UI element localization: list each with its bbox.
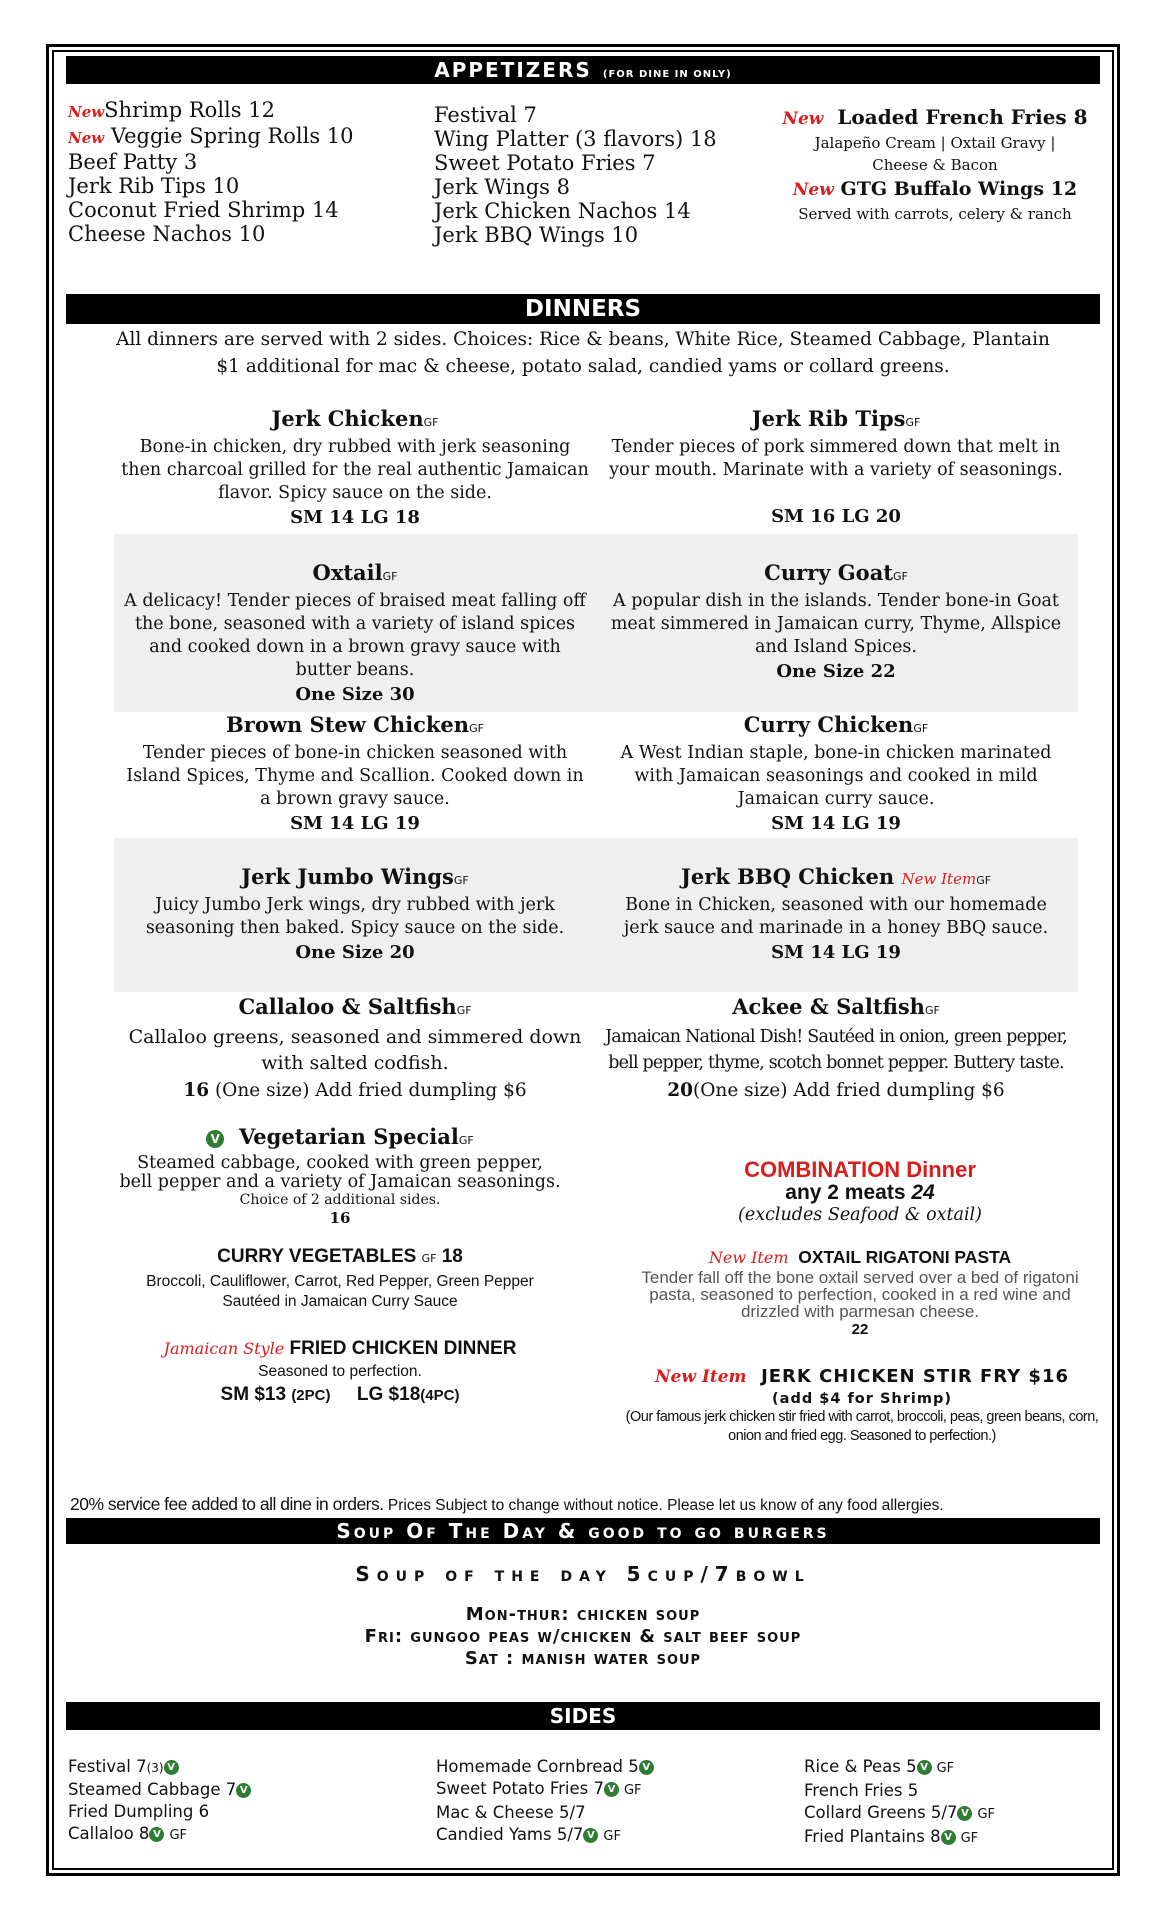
sides-column-3: [804, 1756, 995, 1850]
dish-description: Broccoli, Cauliflower, Carrot, Red Pepper, Green Pepper: [146, 1273, 534, 1290]
appetizer-item: Jerk Wings 8: [434, 175, 570, 199]
appetizer-desc: Cheese & Bacon: [872, 156, 998, 174]
dish-price: SM 14 LG 18: [290, 507, 420, 528]
style-badge: Jamaican Style: [163, 1339, 285, 1358]
dinners-intro: [66, 326, 1100, 380]
side-item: [804, 1780, 995, 1802]
vegetarian-icon: V: [149, 1827, 164, 1842]
dish-name: Callaloo & Saltfish: [238, 994, 457, 1019]
side-label: French Fries 5: [804, 1781, 919, 1800]
dish-name: Jerk BBQ Chicken: [680, 864, 895, 889]
appetizers-header-bar: [66, 56, 1100, 84]
gf-label: GF: [623, 1783, 642, 1798]
dish-name-row: [600, 994, 1072, 1024]
dish-name-row: [80, 1124, 600, 1154]
sides-column-2: [436, 1756, 654, 1848]
dinner-item-oxtail: [120, 560, 590, 708]
dish-name-row: [120, 560, 590, 590]
appetizers-column-2: [434, 103, 717, 247]
combination-meats: any 2 meats: [785, 1181, 906, 1204]
dish-price: SM 16 LG 20: [771, 506, 901, 527]
soup-header: Soup Of The Day & good to go burgers: [336, 1519, 830, 1543]
dish-name: Ackee & Saltfish: [732, 994, 925, 1019]
appetizer-desc: Jalapeño Cream | Oxtail Gravy |: [814, 134, 1056, 152]
dish-description: A popular dish in the islands. Tender bone-in Goat meat simmered in Jamaican curry, Thyme, Allspice and Island Spices.: [610, 591, 1062, 657]
dish-description: A delicacy! Tender pieces of braised meat falling off the bone, seasoned with a variety of island spices and cooked down in a brown gravy sauce with butter beans.: [124, 591, 586, 680]
appetizer-item: Jerk Rib Tips 10: [68, 174, 240, 198]
dish-name: OXTAIL RIGATONI PASTA: [798, 1247, 1012, 1267]
dish-name: Jerk Jumbo Wings: [241, 864, 454, 889]
side-label: Callaloo 8: [68, 1824, 150, 1843]
dish-price: 18: [441, 1246, 463, 1267]
appetizer-item: Festival 7: [434, 103, 537, 127]
dinner-item-brown-stew-chicken: [120, 712, 590, 837]
gf-label: GF: [960, 1831, 979, 1846]
dish-name-row: [616, 1364, 1108, 1390]
vegetarian-icon: V: [639, 1760, 654, 1775]
new-badge: New: [68, 129, 105, 147]
appetizer-label: Veggie Spring Rolls 10: [110, 124, 354, 148]
gf-label: GF: [977, 1807, 996, 1822]
side-item: [436, 1824, 654, 1848]
dish-description: Sautéed in Jamaican Curry Sauce: [222, 1293, 458, 1310]
dinner-item-jerk-rib-tips: [606, 406, 1066, 530]
appetizers-column-3: [780, 104, 1090, 225]
side-item: [68, 1801, 251, 1823]
dish-name-row: [80, 1336, 600, 1362]
dish-price: SM 14 LG 19: [771, 942, 901, 963]
dinner-item-fried-chicken: [80, 1336, 600, 1409]
service-disclaimer: Prices Subject to change without notice. Please let us know of any food allergies.: [383, 1497, 944, 1514]
dish-price: 16: [183, 1080, 210, 1101]
vegetarian-icon: V: [236, 1783, 251, 1798]
dish-name-row: [606, 560, 1066, 590]
sides-header-bar: [66, 1702, 1100, 1730]
gf-label: GF: [924, 1004, 940, 1017]
dish-description: Bone-in chicken, dry rubbed with jerk seasoning then charcoal grilled for the real authentic Jamaican flavor. Spicy sauce on the side.: [121, 437, 589, 503]
gf-label: GF: [382, 570, 398, 583]
dish-name: CURRY VEGETABLES: [217, 1246, 417, 1267]
vegetarian-icon: V: [206, 1130, 224, 1148]
dinner-item-jerk-jumbo-wings: [120, 864, 590, 966]
soup-line: [66, 1648, 1100, 1670]
appetizer-item: Jerk BBQ Wings 10: [434, 223, 639, 247]
gf-label: GF: [603, 1829, 621, 1844]
dish-price: One Size 20: [295, 942, 415, 963]
dish-price-note: (One size) Add fried dumpling $6: [693, 1080, 1005, 1101]
appetizer-item: [68, 98, 354, 124]
sides-title: SIDES: [549, 1704, 617, 1728]
gf-label: GF: [893, 570, 908, 583]
soup-name: manish water soup: [514, 1648, 702, 1669]
dish-price-small: SM $13: [220, 1384, 287, 1405]
vegetarian-icon: V: [164, 1760, 179, 1775]
dish-description: Bone in Chicken, seasoned with our homemade jerk sauce and marinade in a honey BBQ sauce.: [623, 895, 1049, 938]
side-item: [804, 1826, 995, 1850]
gf-label: GF: [905, 416, 921, 429]
dinner-item-curry-vegetables: [80, 1244, 600, 1312]
dinner-item-curry-chicken: [606, 712, 1066, 837]
dish-name: Vegetarian Special: [238, 1124, 459, 1149]
dish-description: Tender pieces of pork simmered down that melt in your mouth. Marinate with a variety of seasonings.: [609, 437, 1063, 480]
dish-description: Callaloo greens, seasoned and simmered down with salted codfish.: [128, 1026, 582, 1074]
dish-description: Jamaican National Dish! Sautéed in onion, green pepper, bell pepper, thyme, scotch bonnet pepper. Buttery taste.: [605, 1027, 1067, 1073]
gf-label: GF: [469, 722, 484, 735]
side-label: Mac & Cheese 5/7: [436, 1803, 586, 1822]
dish-name-row: [632, 1246, 1088, 1269]
vegetarian-icon: V: [583, 1828, 598, 1843]
side-item: [68, 1756, 251, 1779]
dinners-intro-line: All dinners are served with 2 sides. Choices: Rice & beans, White Rice, Steamed Cabbage, Plantain: [116, 329, 1050, 350]
dish-name-row: [80, 1244, 600, 1272]
gf-label: GF: [458, 1134, 474, 1147]
gf-label: GF: [421, 1252, 437, 1265]
dish-addon: (add $4 for Shrimp): [772, 1391, 952, 1407]
new-item-badge: New Item: [901, 870, 977, 888]
appetizer-label: GTG Buffalo Wings 12: [840, 178, 1078, 200]
dinner-item-oxtail-rigatoni: [632, 1246, 1088, 1340]
new-badge: New: [792, 180, 834, 200]
soup-line: [66, 1604, 1100, 1626]
dish-price: One Size 30: [295, 684, 415, 705]
appetizers-column-1: [68, 98, 354, 246]
dish-description: Steamed cabbage, cooked with green pepper,: [137, 1153, 543, 1173]
soup-name: chicken soup: [569, 1604, 701, 1625]
side-quantity: (3): [146, 1761, 164, 1775]
new-badge: New: [782, 109, 824, 129]
appetizer-desc: Served with carrots, celery & ranch: [798, 205, 1072, 223]
dish-price-row: [120, 1076, 590, 1106]
appetizer-item: Cheese Nachos 10: [68, 222, 266, 246]
soup-header-bar: [66, 1518, 1100, 1544]
new-item-badge: New Item: [654, 1367, 747, 1387]
gf-label: GF: [913, 722, 929, 735]
dish-name-row: [606, 712, 1066, 742]
combination-line: [620, 1182, 1100, 1204]
soup-name: gungoo peas w/chicken & salt beef soup: [403, 1626, 802, 1647]
appetizer-item: Sweet Potato Fries 7: [434, 151, 656, 175]
gf-label: GF: [169, 1828, 187, 1843]
side-item: [804, 1756, 995, 1780]
dish-price-large: LG $18: [356, 1384, 421, 1405]
dish-note: Choice of 2 additional sides.: [239, 1192, 441, 1208]
side-label: Homemade Cornbread 5: [436, 1757, 639, 1776]
combination-note: (excludes Seafood & oxtail): [738, 1205, 982, 1225]
soup-line: [66, 1626, 1100, 1648]
gf-label: GF: [456, 1004, 472, 1017]
dish-price-row: [80, 1382, 600, 1409]
soup-section: [66, 1560, 1100, 1670]
dinners-intro-line: $1 additional for mac & cheese, potato salad, candied yams or collard greens.: [216, 356, 950, 377]
appetizer-item: Beef Patty 3: [68, 150, 198, 174]
dinner-item-vegetarian-special: [80, 1124, 600, 1228]
side-label: Sweet Potato Fries 7: [436, 1779, 604, 1798]
dish-price-small-note: (2PC): [291, 1387, 331, 1404]
dish-name: Jerk Chicken: [271, 406, 424, 431]
appetizer-label: Shrimp Rolls 12: [104, 98, 275, 122]
side-item: [436, 1756, 654, 1778]
dish-price-large-note: (4PC): [420, 1387, 460, 1404]
soup-title: Soup of the day 5cup/7bowl: [355, 1562, 811, 1586]
soup-day: Sat :: [464, 1648, 515, 1669]
service-fee-note: [70, 1494, 1110, 1516]
appetizers-title: APPETIZERS: [434, 58, 592, 82]
dish-name-row: [120, 994, 590, 1024]
dinner-item-ackee-saltfish: [600, 994, 1072, 1106]
gf-label: GF: [423, 416, 439, 429]
dish-description: bell pepper and a variety of Jamaican seasonings.: [119, 1172, 561, 1192]
vegetarian-icon: V: [957, 1806, 972, 1821]
appetizer-item: Coconut Fried Shrimp 14: [68, 198, 339, 222]
sides-column-1: [68, 1756, 251, 1847]
side-item: [804, 1802, 995, 1826]
dish-price: SM 14 LG 19: [290, 813, 420, 834]
service-fee: 20% service fee added to all dine in orders.: [70, 1494, 384, 1514]
dish-name: JERK CHICKEN STIR FRY $16: [761, 1366, 1069, 1387]
dish-description: Juicy Jumbo Jerk wings, dry rubbed with jerk seasoning then baked. Spicy sauce on the side.: [145, 895, 565, 938]
dinner-item-jerk-chicken: [120, 406, 590, 531]
dish-name: Curry Goat: [764, 560, 893, 585]
side-label: Fried Dumpling 6: [68, 1802, 210, 1821]
side-label: Rice & Peas 5: [804, 1757, 917, 1776]
dish-description: Tender pieces of bone-in chicken seasoned with Island Spices, Thyme and Scallion. Cooked down in a brown gravy sauce.: [126, 743, 584, 809]
dish-name: Jerk Rib Tips: [751, 406, 906, 431]
dish-price: 20: [667, 1080, 694, 1101]
dish-price-row: [600, 1076, 1072, 1106]
side-item: [68, 1779, 251, 1801]
dish-name-row: [606, 864, 1066, 894]
vegetarian-icon: V: [941, 1830, 956, 1845]
gf-label: GF: [936, 1761, 955, 1776]
appetizer-item: [68, 124, 354, 150]
dish-description: A West Indian staple, bone-in chicken marinated with Jamaican seasonings and cooked in mild Jamaican curry sauce.: [620, 743, 1052, 809]
dish-name: Brown Stew Chicken: [226, 712, 470, 737]
dinners-header-bar: [66, 294, 1100, 324]
dish-price: 16: [329, 1209, 351, 1227]
dish-name-row: [120, 712, 590, 742]
appetizers-note: (FOR DINE IN ONLY): [602, 69, 732, 80]
dish-description: (Our famous jerk chicken stir fried with carrot, broccoli, peas, green beans, corn, onion and fried egg. Seasoned to perfection.): [625, 1409, 1099, 1444]
dish-name-row: [120, 406, 590, 436]
dinner-item-jerk-bbq-chicken: [606, 864, 1066, 966]
combination-title: COMBINATION Dinner: [744, 1157, 976, 1182]
soup-day: Fri:: [364, 1626, 404, 1647]
side-label: Collard Greens 5/7: [804, 1803, 958, 1822]
dish-price: 22: [851, 1321, 869, 1338]
dish-name: Oxtail: [312, 560, 383, 585]
dish-name: Curry Chicken: [743, 712, 914, 737]
side-label: Steamed Cabbage 7: [68, 1780, 237, 1799]
dish-price-note: (One size) Add fried dumpling $6: [209, 1080, 527, 1101]
gf-label: GF: [976, 874, 992, 887]
new-badge: New: [68, 103, 105, 121]
dish-name: FRIED CHICKEN DINNER: [289, 1338, 517, 1359]
side-item: [436, 1802, 654, 1824]
appetizer-featured-item: [780, 104, 1090, 132]
dinner-item-jerk-chicken-stir-fry: [616, 1364, 1108, 1446]
combination-price: 24: [911, 1181, 935, 1204]
dinner-item-curry-goat: [606, 560, 1066, 685]
vegetarian-icon: V: [917, 1760, 932, 1775]
dish-price: SM 14 LG 19: [771, 813, 901, 834]
side-item: [436, 1778, 654, 1802]
appetizer-item: Jerk Chicken Nachos 14: [434, 199, 691, 223]
new-item-badge: New Item: [708, 1248, 789, 1267]
combination-dinner: [620, 1158, 1100, 1226]
dish-name-row: [120, 864, 590, 894]
dish-price: One Size 22: [776, 661, 896, 682]
dish-name-row: [606, 406, 1066, 436]
side-label: Fried Plantains 8: [804, 1827, 941, 1846]
dinner-item-callaloo-saltfish: [120, 994, 590, 1106]
dinners-title: DINNERS: [524, 296, 642, 322]
gf-label: GF: [453, 874, 469, 887]
dish-description: Seasoned to perfection.: [258, 1363, 422, 1380]
appetizer-item: Wing Platter (3 flavors) 18: [434, 127, 717, 151]
soup-day: Mon-thur:: [465, 1604, 570, 1625]
vegetarian-icon: V: [604, 1782, 619, 1797]
side-label: Candied Yams 5/7: [436, 1825, 584, 1844]
dish-description: Tender fall off the bone oxtail served over a bed of rigatoni pasta, seasoned to perfection, cooked in a red wine and drizzled with parmesan cheese.: [641, 1268, 1079, 1321]
side-item: [68, 1823, 251, 1847]
appetizer-label: Loaded French Fries 8: [837, 105, 1088, 129]
appetizer-featured-item: [780, 176, 1090, 203]
side-label: Festival 7: [68, 1757, 147, 1776]
